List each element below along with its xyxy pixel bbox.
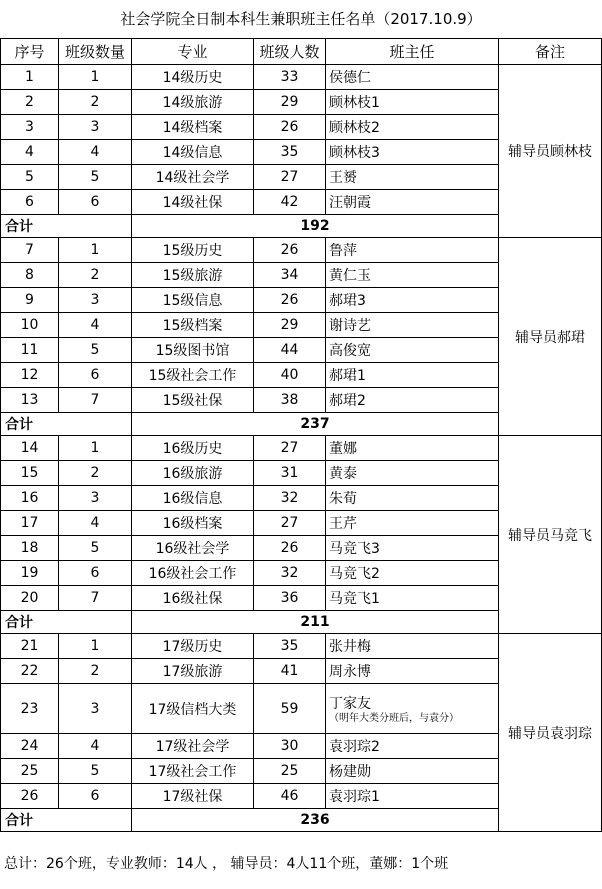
teacher-name: 郝珺2: [329, 393, 366, 409]
major-cell: 17级信档大类: [132, 684, 254, 734]
table-row: [1, 436, 602, 461]
total-label: 合计: [1, 215, 132, 238]
teacher-cell: [326, 486, 499, 511]
teacher-name: 高俊宽: [329, 343, 371, 359]
teacher-name: 马竞飞3: [329, 541, 380, 557]
table-row: [1, 634, 602, 659]
teacher-name: 郝珺1: [329, 368, 366, 384]
teacher-cell: [326, 659, 499, 684]
teacher-cell: [326, 684, 499, 734]
teacher-cell: [326, 511, 499, 536]
seq-cell: 4: [1, 140, 59, 165]
seq-cell: 2: [1, 90, 59, 115]
seq-cell: 5: [1, 165, 59, 190]
teacher-name: 王赟: [329, 170, 357, 186]
student-count-cell: 29: [254, 313, 326, 338]
teacher-name: 侯德仁: [329, 70, 371, 86]
major-cell: 14级社会学: [132, 165, 254, 190]
teacher-table: [0, 38, 602, 832]
class-count-cell: 4: [59, 734, 132, 759]
class-count-cell: 7: [59, 586, 132, 611]
student-count-cell: 34: [254, 263, 326, 288]
header-note: 备注: [499, 39, 602, 65]
major-cell: 14级历史: [132, 65, 254, 90]
class-count-cell: 2: [59, 263, 132, 288]
seq-cell: 15: [1, 461, 59, 486]
teacher-name: 顾林枝3: [329, 145, 380, 161]
class-count-cell: 5: [59, 536, 132, 561]
major-cell: 15级图书馆: [132, 338, 254, 363]
teacher-name: 顾林枝2: [329, 120, 380, 136]
header-row: [1, 39, 602, 65]
student-count-cell: 29: [254, 90, 326, 115]
header-seq: 序号: [1, 39, 59, 65]
major-cell: 15级社保: [132, 388, 254, 413]
major-cell: 14级旅游: [132, 90, 254, 115]
seq-cell: 11: [1, 338, 59, 363]
teacher-name: 董娜: [329, 441, 357, 457]
major-cell: 16级信息: [132, 486, 254, 511]
teacher-cell: [326, 263, 499, 288]
major-cell: 14级社保: [132, 190, 254, 215]
total-value: 236: [132, 809, 499, 832]
teacher-cell: [326, 784, 499, 809]
student-count-cell: 36: [254, 586, 326, 611]
teacher-cell: [326, 313, 499, 338]
teacher-cell: [326, 461, 499, 486]
major-cell: 15级社会工作: [132, 363, 254, 388]
counselor-note: 辅导员马竞飞: [499, 436, 602, 634]
class-count-cell: 3: [59, 684, 132, 734]
header-class-count: 班级数量: [59, 39, 132, 65]
seq-cell: 17: [1, 511, 59, 536]
class-count-cell: 4: [59, 313, 132, 338]
total-value: 237: [132, 413, 499, 436]
student-count-cell: 42: [254, 190, 326, 215]
seq-cell: 23: [1, 684, 59, 734]
student-count-cell: 59: [254, 684, 326, 734]
class-count-cell: 1: [59, 65, 132, 90]
teacher-name: 汪朝霞: [329, 195, 371, 211]
page-title: 社会学院全日制本科生兼职班主任名单（2017.10.9）: [120, 10, 482, 28]
class-count-cell: 1: [59, 634, 132, 659]
major-cell: 17级旅游: [132, 659, 254, 684]
class-count-cell: 1: [59, 238, 132, 263]
teacher-cell: [326, 734, 499, 759]
teacher-cell: [326, 140, 499, 165]
seq-cell: 22: [1, 659, 59, 684]
student-count-cell: 46: [254, 784, 326, 809]
class-count-cell: 3: [59, 115, 132, 140]
student-count-cell: 25: [254, 759, 326, 784]
seq-cell: 24: [1, 734, 59, 759]
header-major: 专业: [132, 39, 254, 65]
teacher-cell: [326, 536, 499, 561]
student-count-cell: 32: [254, 561, 326, 586]
teacher-cell: [326, 65, 499, 90]
major-cell: 17级社保: [132, 784, 254, 809]
seq-cell: 13: [1, 388, 59, 413]
class-count-cell: 2: [59, 659, 132, 684]
teacher-name: 谢诗艺: [329, 318, 371, 334]
student-count-cell: 44: [254, 338, 326, 363]
seq-cell: 9: [1, 288, 59, 313]
teacher-name: 鲁萍: [329, 243, 357, 259]
teacher-cell: [326, 586, 499, 611]
student-count-cell: 27: [254, 436, 326, 461]
teacher-cell: [326, 338, 499, 363]
teacher-name: 张井梅: [329, 639, 371, 655]
total-label: 合计: [1, 809, 132, 832]
teacher-cell: [326, 561, 499, 586]
teacher-name: 马竞飞2: [329, 566, 380, 582]
seq-cell: 26: [1, 784, 59, 809]
seq-cell: 16: [1, 486, 59, 511]
major-cell: 16级社保: [132, 586, 254, 611]
teacher-name: 王芹: [329, 516, 357, 532]
student-count-cell: 40: [254, 363, 326, 388]
major-cell: 17级社会工作: [132, 759, 254, 784]
teacher-name: 黄泰: [329, 466, 357, 482]
teacher-cell: [326, 190, 499, 215]
header-teacher: 班主任: [326, 39, 499, 65]
teacher-cell: [326, 288, 499, 313]
class-count-cell: 3: [59, 486, 132, 511]
student-count-cell: 35: [254, 634, 326, 659]
major-cell: 15级档案: [132, 313, 254, 338]
total-label: 合计: [1, 413, 132, 436]
class-count-cell: 6: [59, 784, 132, 809]
teacher-cell: [326, 165, 499, 190]
student-count-cell: 41: [254, 659, 326, 684]
teacher-name: 周永博: [329, 664, 371, 680]
major-cell: 17级社会学: [132, 734, 254, 759]
teacher-name: 袁羽琮2: [329, 739, 380, 755]
teacher-note: （明年大类分班后，与袁分）: [329, 712, 459, 724]
student-count-cell: 27: [254, 165, 326, 190]
seq-cell: 25: [1, 759, 59, 784]
seq-cell: 3: [1, 115, 59, 140]
seq-cell: 10: [1, 313, 59, 338]
teacher-name: 袁羽琮1: [329, 789, 380, 805]
student-count-cell: 27: [254, 511, 326, 536]
class-count-cell: 4: [59, 511, 132, 536]
teacher-cell: [326, 436, 499, 461]
teacher-name: 马竞飞1: [329, 591, 380, 607]
seq-cell: 7: [1, 238, 59, 263]
counselor-note: 辅导员郝珺: [499, 238, 602, 436]
student-count-cell: 26: [254, 238, 326, 263]
major-cell: 16级历史: [132, 436, 254, 461]
total-value: 211: [132, 611, 499, 634]
total-value: 192: [132, 215, 499, 238]
major-cell: 15级历史: [132, 238, 254, 263]
major-cell: 14级档案: [132, 115, 254, 140]
student-count-cell: 32: [254, 486, 326, 511]
major-cell: 17级历史: [132, 634, 254, 659]
teacher-cell: [326, 238, 499, 263]
class-count-cell: 2: [59, 461, 132, 486]
class-count-cell: 6: [59, 561, 132, 586]
student-count-cell: 33: [254, 65, 326, 90]
student-count-cell: 31: [254, 461, 326, 486]
class-count-cell: 6: [59, 190, 132, 215]
class-count-cell: 1: [59, 436, 132, 461]
class-count-cell: 3: [59, 288, 132, 313]
table-row: [1, 65, 602, 90]
header-student-count: 班级人数: [254, 39, 326, 65]
teacher-name: 郝珺3: [329, 293, 366, 309]
major-cell: 15级旅游: [132, 263, 254, 288]
seq-cell: 20: [1, 586, 59, 611]
teacher-name: 丁家友: [329, 695, 371, 712]
teacher-cell: [326, 115, 499, 140]
major-cell: 16级档案: [132, 511, 254, 536]
seq-cell: 6: [1, 190, 59, 215]
teacher-cell: [326, 90, 499, 115]
teacher-name: 黄仁玉: [329, 268, 371, 284]
seq-cell: 14: [1, 436, 59, 461]
student-count-cell: 26: [254, 115, 326, 140]
teacher-cell: [326, 759, 499, 784]
table-row: [1, 238, 602, 263]
class-count-cell: 5: [59, 165, 132, 190]
seq-cell: 8: [1, 263, 59, 288]
class-count-cell: 4: [59, 140, 132, 165]
major-cell: 16级旅游: [132, 461, 254, 486]
student-count-cell: 35: [254, 140, 326, 165]
student-count-cell: 38: [254, 388, 326, 413]
teacher-cell: [326, 363, 499, 388]
major-cell: 16级社会工作: [132, 561, 254, 586]
counselor-note: 辅导员顾林枝: [499, 65, 602, 238]
seq-cell: 12: [1, 363, 59, 388]
summary-footer: 总计：26个班，专业教师：14人 ， 辅导员：4人11个班，董娜：1个班: [4, 856, 449, 872]
student-count-cell: 26: [254, 536, 326, 561]
teacher-name: 朱荀: [329, 491, 357, 507]
class-count-cell: 5: [59, 759, 132, 784]
seq-cell: 18: [1, 536, 59, 561]
seq-cell: 21: [1, 634, 59, 659]
student-count-cell: 30: [254, 734, 326, 759]
class-count-cell: 7: [59, 388, 132, 413]
teacher-cell: [326, 388, 499, 413]
major-cell: 16级社会学: [132, 536, 254, 561]
seq-cell: 19: [1, 561, 59, 586]
total-label: 合计: [1, 611, 132, 634]
class-count-cell: 2: [59, 90, 132, 115]
teacher-name: 杨建勋: [329, 764, 371, 780]
seq-cell: 1: [1, 65, 59, 90]
major-cell: 15级信息: [132, 288, 254, 313]
major-cell: 14级信息: [132, 140, 254, 165]
teacher-name: 顾林枝1: [329, 95, 380, 111]
class-count-cell: 5: [59, 338, 132, 363]
counselor-note: 辅导员袁羽琮: [499, 634, 602, 832]
teacher-cell: [326, 634, 499, 659]
student-count-cell: 26: [254, 288, 326, 313]
class-count-cell: 6: [59, 363, 132, 388]
